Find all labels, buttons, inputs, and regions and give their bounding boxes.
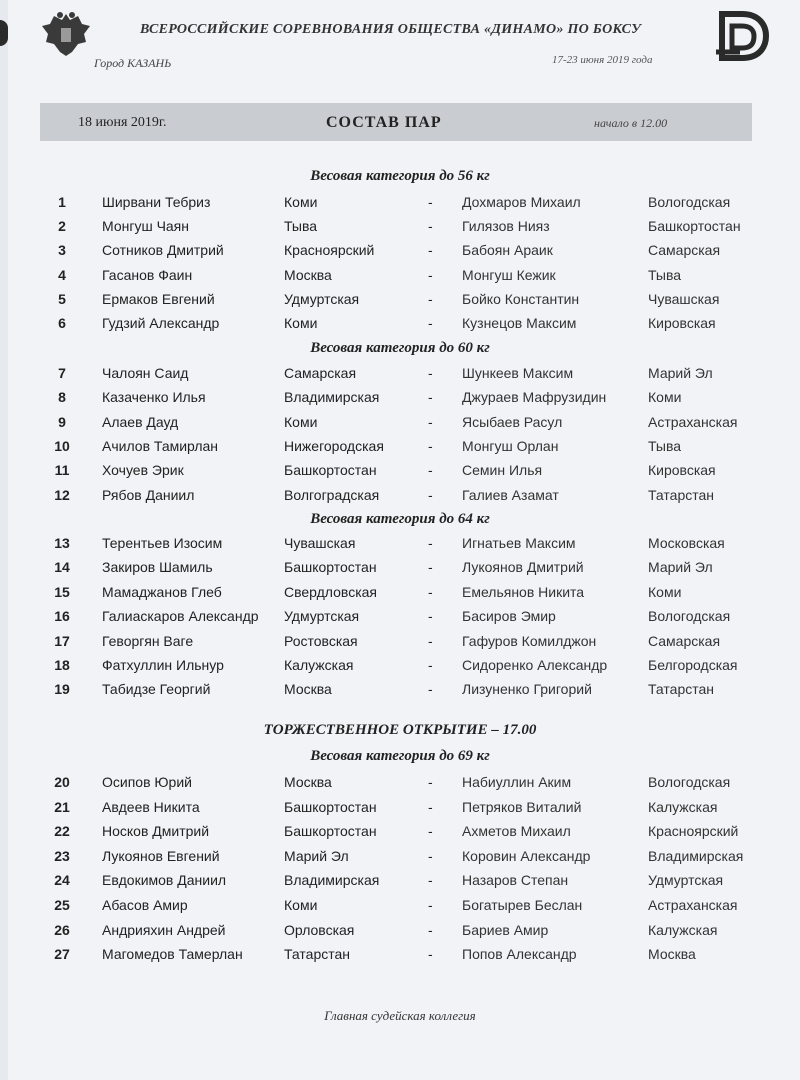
- bout-row: [0, 291, 800, 315]
- opponent-name: Шункеев Максим: [462, 365, 574, 381]
- fighter-name: Авдеев Никита: [102, 799, 200, 815]
- opponent-name: Гафуров Комилджон: [462, 633, 597, 649]
- bout-number: 4: [58, 267, 66, 283]
- fighter-name: Мамаджанов Глеб: [102, 584, 222, 600]
- bout-row: [0, 633, 800, 657]
- fighter-name: Абасов Амир: [102, 897, 188, 913]
- fighter-region: Тыва: [284, 218, 318, 234]
- bout-row: [0, 315, 800, 339]
- vs-dash: -: [428, 681, 433, 697]
- bout-number: 9: [58, 414, 66, 430]
- bout-row: [0, 872, 800, 896]
- opponent-region: Владимирская: [648, 848, 744, 864]
- fighter-region: Волгоградская: [284, 487, 380, 503]
- bout-number: 11: [54, 462, 70, 478]
- footer-signature: Главная судейская коллегия: [324, 1008, 476, 1023]
- weight-category-heading: Весовая категория до 64 кг: [310, 511, 490, 527]
- city-label: Город КАЗАНЬ: [94, 56, 172, 70]
- opponent-name: Бариев Амир: [462, 922, 549, 938]
- bout-number: 21: [54, 799, 70, 815]
- bout-number: 22: [54, 823, 70, 839]
- opponent-region: Башкортостан: [648, 218, 741, 234]
- fighter-region: Чувашская: [284, 535, 356, 551]
- bout-row: [0, 194, 800, 218]
- fighter-region: Башкортостан: [284, 799, 377, 815]
- opponent-name: Гилязов Нияз: [462, 218, 550, 234]
- opponent-name: Игнатьев Максим: [462, 535, 576, 551]
- fighter-name: Алаев Дауд: [102, 414, 179, 430]
- opponent-region: Вологодская: [648, 774, 731, 790]
- opponent-region: Московская: [648, 535, 725, 551]
- fighter-name: Ширвани Тебриз: [102, 194, 211, 210]
- vs-dash: -: [428, 946, 433, 962]
- fighter-region: Москва: [284, 774, 332, 790]
- fighter-region: Удмуртская: [284, 608, 360, 624]
- fighter-region: Марий Эл: [284, 848, 349, 864]
- page-edge-mark: [0, 20, 8, 46]
- fighter-name: Гудзий Александр: [102, 315, 220, 331]
- fighter-name: Евдокимов Даниил: [102, 872, 227, 888]
- start-time: начало в 12.00: [594, 116, 668, 130]
- opponent-name: Назаров Степан: [462, 872, 569, 888]
- opponent-name: Коровин Александр: [462, 848, 591, 864]
- opponent-name: Бойко Константин: [462, 291, 580, 307]
- vs-dash: -: [428, 438, 433, 454]
- fighter-region: Орловская: [284, 922, 355, 938]
- fighter-name: Монгуш Чаян: [102, 218, 189, 234]
- bout-number: 14: [54, 559, 70, 575]
- bout-number: 5: [58, 291, 66, 307]
- bout-number: 23: [54, 848, 70, 864]
- fighter-region: Нижегородская: [284, 438, 384, 454]
- fighter-region: Свердловская: [284, 584, 378, 600]
- opponent-region: Вологодская: [648, 608, 731, 624]
- fighter-region: Татарстан: [284, 946, 351, 962]
- bout-row: [0, 414, 800, 438]
- fighter-name: Магомедов Тамерлан: [102, 946, 243, 962]
- bout-row: [0, 559, 800, 583]
- bout-row: [0, 267, 800, 291]
- bout-number: 15: [54, 584, 70, 600]
- vs-dash: -: [428, 414, 433, 430]
- vs-dash: -: [428, 291, 433, 307]
- opponent-name: Дохмаров Михаил: [462, 194, 581, 210]
- opponent-region: Красноярский: [648, 823, 739, 839]
- opponent-name: Емельянов Никита: [462, 584, 585, 600]
- opponent-region: Калужская: [648, 799, 718, 815]
- fighter-name: Сотников Дмитрий: [102, 242, 224, 258]
- fighter-name: Осипов Юрий: [102, 774, 192, 790]
- fighter-region: Владимирская: [284, 872, 380, 888]
- vs-dash: -: [428, 633, 433, 649]
- opponent-name: Петряков Виталий: [462, 799, 582, 815]
- opponent-region: Татарстан: [648, 487, 715, 503]
- bout-number: 27: [54, 946, 70, 962]
- fighter-region: Башкортостан: [284, 559, 377, 575]
- fighter-region: Коми: [284, 897, 318, 913]
- opponent-name: Семин Илья: [462, 462, 543, 478]
- vs-dash: -: [428, 799, 433, 815]
- bout-number: 13: [54, 535, 70, 551]
- fighter-region: Башкортостан: [284, 462, 377, 478]
- fighter-name: Чалоян Саид: [102, 365, 189, 381]
- opponent-name: Попов Александр: [462, 946, 577, 962]
- bout-row: [0, 535, 800, 559]
- bout-number: 26: [54, 922, 70, 938]
- vs-dash: -: [428, 897, 433, 913]
- opponent-name: Бабоян Араик: [462, 242, 553, 258]
- bout-number: 8: [58, 389, 66, 405]
- fighter-name: Ермаков Евгений: [102, 291, 215, 307]
- opponent-region: Кировская: [648, 315, 716, 331]
- bout-row: [0, 242, 800, 266]
- bout-row: [0, 681, 800, 705]
- bout-number: 6: [58, 315, 66, 331]
- vs-dash: -: [428, 462, 433, 478]
- competition-title: ВСЕРОССИЙСКИЕ СОРЕВНОВАНИЯ ОБЩЕСТВА «ДИНАМО» ПО БОКСУ: [140, 22, 642, 37]
- weight-category-heading: Весовая категория до 56 кг: [310, 168, 490, 184]
- opponent-region: Кировская: [648, 462, 716, 478]
- opponent-region: Тыва: [648, 267, 682, 283]
- opponent-region: Астраханская: [648, 897, 738, 913]
- vs-dash: -: [428, 242, 433, 258]
- fighter-region: Калужская: [284, 657, 354, 673]
- fighter-name: Гасанов Фаин: [102, 267, 193, 283]
- bout-row: [0, 823, 800, 847]
- opponent-region: Москва: [648, 946, 696, 962]
- vs-dash: -: [428, 315, 433, 331]
- fighter-region: Владимирская: [284, 389, 380, 405]
- opponent-region: Марий Эл: [648, 365, 713, 381]
- opponent-region: Вологодская: [648, 194, 731, 210]
- opponent-region: Удмуртская: [648, 872, 724, 888]
- fighter-region: Москва: [284, 267, 332, 283]
- bout-row: [0, 584, 800, 608]
- opponent-name: Джураев Мафрузидин: [462, 389, 607, 405]
- opponent-name: Ясыбаев Расул: [462, 414, 563, 430]
- fighter-name: Казаченко Илья: [102, 389, 206, 405]
- vs-dash: -: [428, 774, 433, 790]
- page-title: СОСТАВ ПАР: [326, 114, 442, 131]
- eagle-emblem-icon: [38, 6, 94, 62]
- fighter-name: Закиров Шамиль: [102, 559, 213, 575]
- bout-number: 17: [54, 633, 70, 649]
- bout-number: 3: [58, 242, 66, 258]
- vs-dash: -: [428, 823, 433, 839]
- vs-dash: -: [428, 487, 433, 503]
- fighter-region: Коми: [284, 194, 318, 210]
- bout-row: [0, 438, 800, 462]
- vs-dash: -: [428, 218, 433, 234]
- opponent-region: Татарстан: [648, 681, 715, 697]
- bout-row: [0, 946, 800, 970]
- fighter-name: Терентьев Изосим: [102, 535, 223, 551]
- vs-dash: -: [428, 389, 433, 405]
- fighter-name: Лукоянов Евгений: [102, 848, 220, 864]
- bout-number: 12: [54, 487, 70, 503]
- bout-number: 2: [58, 218, 66, 234]
- fighter-name: Ачилов Тамирлан: [102, 438, 219, 454]
- fighter-name: Рябов Даниил: [102, 487, 195, 503]
- bout-row: [0, 922, 800, 946]
- fighter-name: Фатхуллин Ильнур: [102, 657, 224, 673]
- bout-row: [0, 389, 800, 413]
- bout-row: [0, 365, 800, 389]
- bout-row: [0, 608, 800, 632]
- fighter-region: Коми: [284, 315, 318, 331]
- opponent-name: Басиров Эмир: [462, 608, 556, 624]
- bout-number: 25: [54, 897, 70, 913]
- bout-row: [0, 218, 800, 242]
- bout-number: 10: [54, 438, 70, 454]
- fighter-region: Самарская: [284, 365, 357, 381]
- weight-category-heading: Весовая категория до 60 кг: [310, 340, 490, 356]
- opponent-region: Белгородская: [648, 657, 738, 673]
- vs-dash: -: [428, 365, 433, 381]
- fighter-name: Носков Дмитрий: [102, 823, 210, 839]
- opponent-name: Ахметов Михаил: [462, 823, 571, 839]
- vs-dash: -: [428, 657, 433, 673]
- fighter-region: Коми: [284, 414, 318, 430]
- vs-dash: -: [428, 872, 433, 888]
- fighter-region: Башкортостан: [284, 823, 377, 839]
- opponent-name: Богатырев Беслан: [462, 897, 583, 913]
- opponent-region: Чувашская: [648, 291, 720, 307]
- opponent-region: Калужская: [648, 922, 718, 938]
- bout-row: [0, 462, 800, 486]
- opponent-region: Астраханская: [648, 414, 738, 430]
- dynamo-logo-icon: [712, 4, 774, 64]
- fighter-name: Галиаскаров Александр: [102, 608, 259, 624]
- fighter-region: Красноярский: [284, 242, 375, 258]
- bout-number: 1: [58, 194, 66, 210]
- opponent-name: Сидоренко Александр: [462, 657, 608, 673]
- opponent-name: Монгуш Кежик: [462, 267, 556, 283]
- vs-dash: -: [428, 194, 433, 210]
- competition-dates: 17-23 июня 2019 года: [552, 54, 653, 66]
- bout-row: [0, 848, 800, 872]
- fighter-name: Хочуев Эрик: [102, 462, 184, 478]
- fighter-region: Москва: [284, 681, 332, 697]
- bout-row: [0, 799, 800, 823]
- vs-dash: -: [428, 922, 433, 938]
- fighter-name: Табидзе Георгий: [102, 681, 211, 697]
- bout-number: 20: [54, 774, 70, 790]
- fighter-name: Геворгян Ваге: [102, 633, 194, 649]
- fighter-region: Удмуртская: [284, 291, 360, 307]
- vs-dash: -: [428, 267, 433, 283]
- fighter-name: Андрияхин Андрей: [102, 922, 226, 938]
- bout-number: 18: [54, 657, 70, 673]
- bout-row: [0, 657, 800, 681]
- opponent-region: Тыва: [648, 438, 682, 454]
- fighter-region: Ростовская: [284, 633, 358, 649]
- opponent-region: Самарская: [648, 633, 721, 649]
- opponent-region: Коми: [648, 584, 682, 600]
- vs-dash: -: [428, 535, 433, 551]
- vs-dash: -: [428, 559, 433, 575]
- vs-dash: -: [428, 848, 433, 864]
- vs-dash: -: [428, 584, 433, 600]
- bout-date: 18 июня 2019г.: [78, 115, 167, 130]
- opponent-name: Лизуненко Григорий: [462, 681, 592, 697]
- opponent-region: Коми: [648, 389, 682, 405]
- opponent-name: Кузнецов Максим: [462, 315, 577, 331]
- opponent-name: Лукоянов Дмитрий: [462, 559, 584, 575]
- opponent-region: Самарская: [648, 242, 721, 258]
- opening-ceremony-note: ТОРЖЕСТВЕННОЕ ОТКРЫТИЕ – 17.00: [263, 722, 537, 738]
- bout-row: [0, 897, 800, 921]
- bout-number: 7: [58, 365, 66, 381]
- vs-dash: -: [428, 608, 433, 624]
- bout-number: 19: [54, 681, 70, 697]
- bout-row: [0, 487, 800, 511]
- bout-number: 24: [54, 872, 70, 888]
- opponent-region: Марий Эл: [648, 559, 713, 575]
- opponent-name: Набиуллин Аким: [462, 774, 572, 790]
- opponent-name: Галиев Азамат: [462, 487, 559, 503]
- weight-category-heading: Весовая категория до 69 кг: [310, 748, 490, 764]
- opponent-name: Монгуш Орлан: [462, 438, 559, 454]
- bout-number: 16: [54, 608, 70, 624]
- bout-row: [0, 774, 800, 798]
